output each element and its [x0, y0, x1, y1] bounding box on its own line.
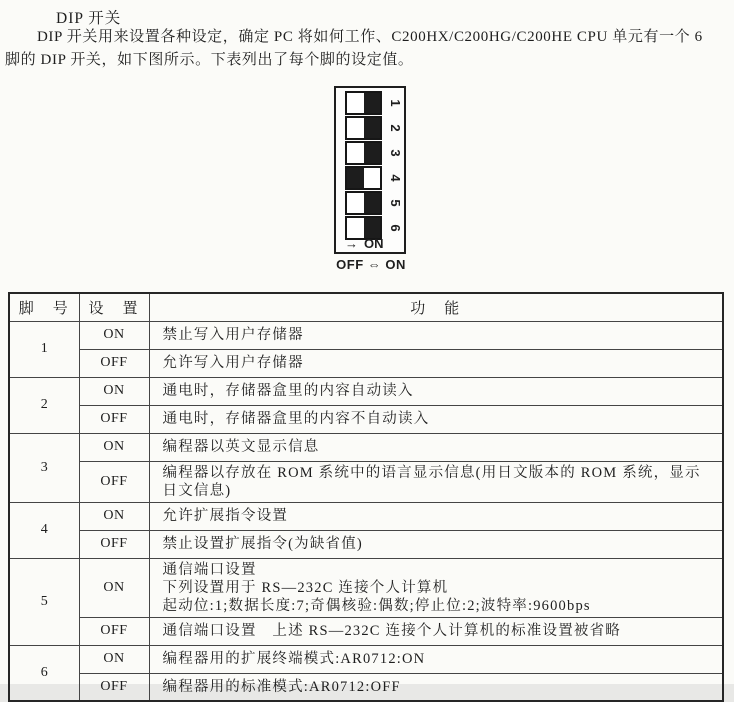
table-row: [9, 349, 723, 377]
switch-half-left: [347, 93, 364, 113]
function-line: 起动位:1;数据长度:7;奇偶核验:偶数;停止位:2;波特率:9600bps: [162, 597, 591, 614]
function-cell: 通电时，存储器盒里的内容自动读入: [149, 377, 723, 405]
setting-cell: ON: [79, 377, 149, 405]
table-row: [9, 377, 723, 405]
switch-half-left: [347, 168, 364, 188]
dip-switch-row-4: [345, 167, 404, 188]
right-arrow-icon: →: [345, 236, 358, 251]
dip-switch-row-6: [345, 217, 404, 238]
setting-cell: ON: [79, 321, 149, 349]
setting-cell: OFF: [79, 349, 149, 377]
dip-switch-row-3: [345, 142, 404, 163]
table-row: [9, 321, 723, 349]
function-cell: 通电时，存储器盒里的内容不自动读入: [149, 405, 723, 433]
page-title: DIP 开关: [56, 10, 122, 27]
dip-switch-figure: [334, 86, 406, 254]
dip-switch-column: [336, 88, 404, 238]
function-cell: 允许写入用户存储器: [149, 349, 723, 377]
switch-half-right: [364, 118, 381, 138]
setting-cell: OFF: [79, 530, 149, 558]
setting-cell: OFF: [79, 673, 149, 701]
table-row: [9, 673, 723, 701]
table-header-row: [9, 293, 723, 321]
pin-number-label: 5: [388, 198, 403, 207]
table-row: [9, 558, 723, 617]
header-setting: 设 置: [79, 293, 149, 321]
on-text: ON: [364, 236, 384, 251]
function-cell: 通信端口设置 上述 RS—232C 连接个人计算机的标准设置被省略: [149, 617, 723, 645]
table-row: [9, 530, 723, 558]
table-row: [9, 645, 723, 673]
setting-cell: ON: [79, 502, 149, 530]
switch-half-left: [347, 143, 364, 163]
pin-cell: 5: [9, 558, 79, 645]
paragraph-line: 脚的 DIP 开关，如下图所示。下表列出了每个脚的设定值。: [5, 52, 414, 68]
pin-number-label: 1: [388, 98, 403, 107]
table-row: [9, 502, 723, 530]
switch-half-right: [364, 218, 381, 238]
dip-switch-3: [345, 141, 382, 165]
dip-switch-1: [345, 91, 382, 115]
switch-half-left: [347, 118, 364, 138]
pin-number-label: 4: [388, 173, 403, 182]
switch-half-right: [364, 193, 381, 213]
on-direction-label: [345, 236, 384, 251]
function-cell: 编程器以存放在 ROM 系统中的语言显示信息(用日文版本的 ROM 系统，显示日文信息): [149, 461, 723, 502]
table-row: [9, 433, 723, 461]
setting-cell: ON: [79, 558, 149, 617]
pin-cell: 3: [9, 433, 79, 502]
function-cell: 编程器以英文显示信息: [149, 433, 723, 461]
dip-switch-row-2: [345, 117, 404, 138]
setting-cell: OFF: [79, 617, 149, 645]
pin-cell: 1: [9, 321, 79, 377]
function-cell: [149, 558, 723, 617]
function-cell: 禁止设置扩展指令(为缺省值): [149, 530, 723, 558]
table-row: [9, 617, 723, 645]
dip-switch-4: [345, 166, 382, 190]
switch-half-left: [347, 193, 364, 213]
dip-switch-row-5: [345, 192, 404, 213]
header-pin: 脚 号: [9, 293, 79, 321]
paragraph-line: DIP 开关用来设置各种设定，确定 PC 将如何工作、C200HX/C200HG/C200HE CPU 单元有一个 6: [37, 29, 703, 45]
switch-half-left: [347, 218, 364, 238]
setting-cell: OFF: [79, 405, 149, 433]
switch-half-right: [364, 143, 381, 163]
dip-settings-table: [8, 292, 724, 702]
function-cell: 编程器用的标准模式:AR0712:OFF: [149, 673, 723, 701]
pin-cell: 6: [9, 645, 79, 701]
dip-switch-2: [345, 116, 382, 140]
function-cell: 禁止写入用户存储器: [149, 321, 723, 349]
dip-switch-5: [345, 191, 382, 215]
table-row: [9, 461, 723, 502]
function-cell: 允许扩展指令设置: [149, 502, 723, 530]
function-line: 通信端口设置: [162, 561, 257, 578]
function-line: 下列设置用于 RS—232C 连接个人计算机: [162, 579, 449, 596]
function-cell: 编程器用的扩展终端模式:AR0712:ON: [149, 645, 723, 673]
setting-cell: ON: [79, 433, 149, 461]
pin-number-label: 3: [388, 148, 403, 157]
dip-switch-row-1: [345, 92, 404, 113]
table-row: [9, 405, 723, 433]
header-function: 功 能: [149, 293, 723, 321]
pin-number-label: 2: [388, 123, 403, 132]
intro-paragraph: [5, 26, 729, 72]
setting-cell: OFF: [79, 461, 149, 502]
pin-number-label: 6: [388, 223, 403, 232]
pin-cell: 4: [9, 502, 79, 558]
off-on-range-label: OFF ⇔ ON: [336, 257, 406, 272]
switch-half-right: [364, 93, 381, 113]
setting-cell: ON: [79, 645, 149, 673]
pin-cell: 2: [9, 377, 79, 433]
switch-half-right: [364, 168, 381, 188]
